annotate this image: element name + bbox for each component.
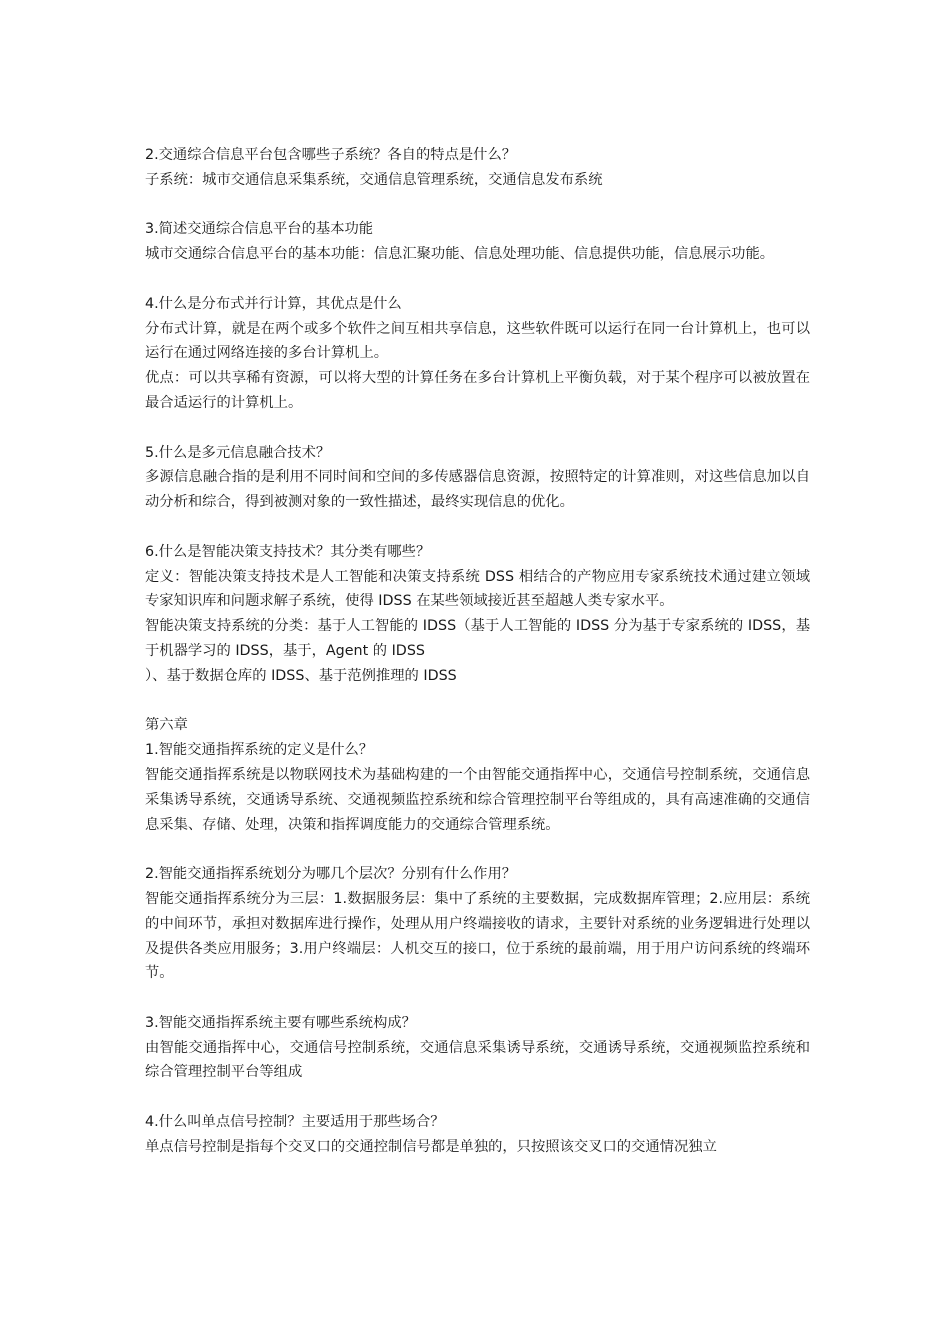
answer-paragraph: 城市交通综合信息平台的基本功能：信息汇聚功能、信息处理功能、信息提供功能，信息展示功能。 xyxy=(145,246,775,263)
question-heading: 3.智能交通指挥系统主要有哪些系统构成？ xyxy=(145,1014,416,1031)
answer-paragraph: 智能交通指挥系统是以物联网技术为基础构建的一个由智能交通指挥中心，交通信号控制系统，交通信息采集诱导系统，交通诱导系统、交通视频监控系统和综合管理控制平台等组成的，具有高速准确的交通信息采集、存储、处理，决策和指挥调度能力的交通综合管理系统。 xyxy=(145,766,810,833)
question-heading: 3.简述交通综合信息平台的基本功能 xyxy=(145,221,374,238)
question-heading: 5.什么是多元信息融合技术？ xyxy=(145,444,331,461)
answer-paragraph: 智能交通指挥系统分为三层：1.数据服务层：集中了系统的主要数据，完成数据库管理；2.应用层：系统的中间环节，承担对数据库进行操作，处理从用户终端接收的请求，主要针对系统的业务逻辑进行处理以及提供各类应用服务；3.用户终端层：人机交互的接口，位于系统的最前端，用于用户访问系统的终端环节。 xyxy=(145,890,810,982)
answer-paragraph: 由智能交通指挥中心，交通信号控制系统，交通信息采集诱导系统，交通诱导系统，交通视频监控系统和综合管理控制平台等组成 xyxy=(145,1039,810,1081)
chapter-heading: 第六章 xyxy=(145,717,188,734)
qa-block-2-5 xyxy=(145,441,810,515)
qa-block-6-3 xyxy=(145,1011,810,1085)
question-heading: 6.什么是智能决策支持技术？其分类有哪些？ xyxy=(145,543,431,560)
qa-block-6-4 xyxy=(145,1110,810,1160)
answer-paragraph: 多源信息融合指的是利用不同时间和空间的多传感器信息资源，按照特定的计算准则，对这些信息加以自动分析和综合，得到被测对象的一致性描述，最终实现信息的优化。 xyxy=(145,469,810,511)
answer-paragraph: 智能决策支持系统的分类：基于人工智能的 IDSS（基于人工智能的 IDSS 分为基于专家系统的 IDSS，基于机器学习的 IDSS，基于，Agent 的 IDSS xyxy=(145,618,810,659)
qa-block-2-3 xyxy=(145,217,810,267)
qa-block-2-2 xyxy=(145,143,810,193)
qa-block-6-2 xyxy=(145,862,810,986)
question-heading: 1.智能交通指挥系统的定义是什么？ xyxy=(145,742,374,759)
question-heading: 4.什么是分布式并行计算，其优点是什么 xyxy=(145,295,402,312)
answer-paragraph: 优点：可以共享稀有资源，可以将大型的计算任务在多台计算机上平衡负载，对于某个程序可以被放置在最合适运行的计算机上。 xyxy=(145,370,810,411)
document-page xyxy=(145,143,810,1160)
qa-block-6-1 xyxy=(145,713,810,837)
question-heading: 2.交通综合信息平台包含哪些子系统？各自的特点是什么？ xyxy=(145,147,517,163)
question-heading: 2.智能交通指挥系统划分为哪几个层次？分别有什么作用？ xyxy=(145,866,517,883)
question-heading: 4.什么叫单点信号控制？主要适用于那些场合？ xyxy=(145,1114,445,1131)
qa-block-2-6 xyxy=(145,540,810,689)
answer-paragraph: 分布式计算，就是在两个或多个软件之间互相共享信息，这些软件既可以运行在同一台计算机上，也可以运行在通过网络连接的多台计算机上。 xyxy=(145,320,810,362)
qa-block-2-4 xyxy=(145,292,810,416)
answer-paragraph: 子系统：城市交通信息采集系统，交通信息管理系统，交通信息发布系统 xyxy=(145,171,603,188)
answer-paragraph: 单点信号控制是指每个交叉口的交通控制信号都是单独的，只按照该交叉口的交通情况独立 xyxy=(145,1138,717,1155)
answer-paragraph: 定义：智能决策支持技术是人工智能和决策支持系统 DSS 相结合的产物应用专家系统技术通过建立领域专家知识库和问题求解子系统，使得 IDSS 在某些领域接近甚至超越人类专家水平。 xyxy=(145,568,810,610)
answer-paragraph: ）、基于数据仓库的 IDSS、基于范例推理的 IDSS xyxy=(145,667,457,684)
